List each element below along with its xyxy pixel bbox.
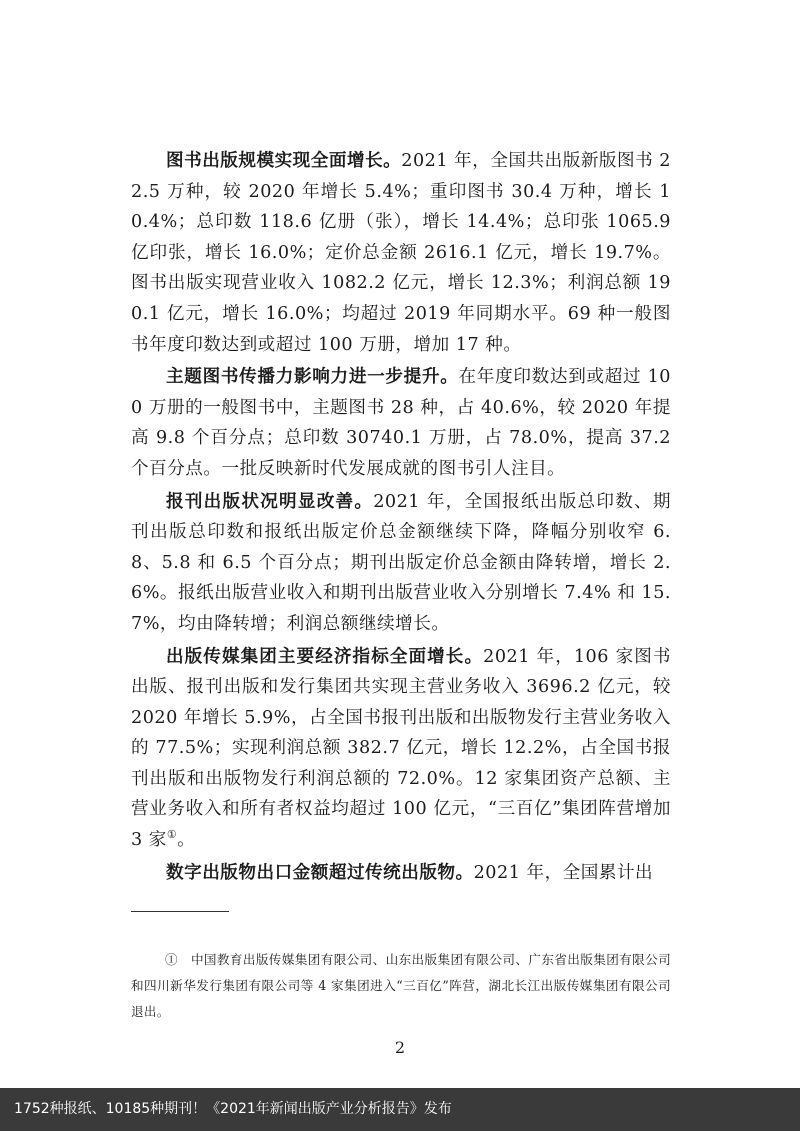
paragraph-theme-books [131, 362, 671, 484]
paragraph-end-punct: 。 [177, 830, 196, 851]
paragraph-lead: 报刊出版状况明显改善。 [166, 490, 374, 512]
paragraph-body: 2021 年，全国累计出 [473, 862, 654, 883]
paragraph-lead: 数字出版物出口金额超过传统出版物。 [166, 861, 474, 883]
paragraph-body: 在年度印数达到或超过 100 万册的一般图书中，主题图书 28 种，占 40.6%，较 2020 年提高 9.8 个百分点；总印数 30740.1 万册，占 78.0%，提高 37.2 个百分点。一批反映新时代发展成就的图书引人注目。 [131, 367, 671, 479]
footnote-divider [131, 911, 229, 912]
caption-title: 1752种报纸、10185种期刊！《2021年新闻出版产业分析报告》发布 [14, 1101, 452, 1117]
body-text [131, 146, 671, 888]
paragraph-lead: 图书出版规模实现全面增长。 [166, 150, 402, 171]
footnote-marker[interactable]: ① [166, 828, 178, 842]
paragraph-lead: 出版传媒集团主要经济指标全面增长。 [166, 645, 484, 667]
paragraph-lead: 主题图书传播力影响力进一步提升。 [166, 366, 459, 388]
paragraph-digital-exports [131, 858, 671, 889]
paragraph-body: 2021 年，全国报纸出版总印数、期刊出版总印数和报纸出版定价总金额继续下降，降幅分别收窄 6.8、5.8 和 6.5 个百分点；期刊出版定价总金额由降转增，增长 2.6%。报纸出版营业收入和期刊出版营业收入分别增长 7.4% 和 15.7%，均由降转增；利润总额继续增长。 [131, 491, 671, 634]
paragraph-body: 2021 年，全国共出版新版图书 22.5 万种，较 2020 年增长 5.4%；重印图书 30.4 万种，增长 10.4%；总印数 118.6 亿册（张），增长 14.4%；总印张 1065.9 亿印张，增长 16.0%；定价总金额 2616.1 亿元，增长 19.7%。图书出版实现营业收入 1082.2 亿元，增长 12.3%；利润总额 190.1 亿元，增长 16.0%；均超过 2019 年同期水平。69 种一般图书年度印数达到或超过 100 万册，增加 17 种。 [131, 151, 671, 355]
paragraph-body: 2021 年，106 家图书出版、报刊出版和发行集团共实现主营业务收入 3696.2 亿元，较 2020 年增长 5.9%，占全国书报刊出版和出版物发行主营业务收入的 77.5%；实现利润总额 382.7 亿元，增长 12.2%，占全国书报刊出版和出版物发行利润总额的 72.0%。12 家集团资产总额、主营业务收入和所有者权益均超过 100 亿元，“三百亿”集团阵营增加 3 家 [131, 646, 671, 851]
paragraph-media-groups [131, 642, 671, 856]
footnote: ① 中国教育出版传媒集团有限公司、山东出版集团有限公司、广东省出版集团有限公司和四川新华发行集团有限公司等 4 家集团进入“三百亿”阵营，湖北长江出版传媒集团有限公司退出。 [131, 951, 671, 1019]
page-number: 2 [394, 1038, 406, 1057]
paragraph-books [131, 146, 671, 360]
caption-bar [0, 1088, 800, 1131]
paragraph-periodicals [131, 487, 671, 640]
